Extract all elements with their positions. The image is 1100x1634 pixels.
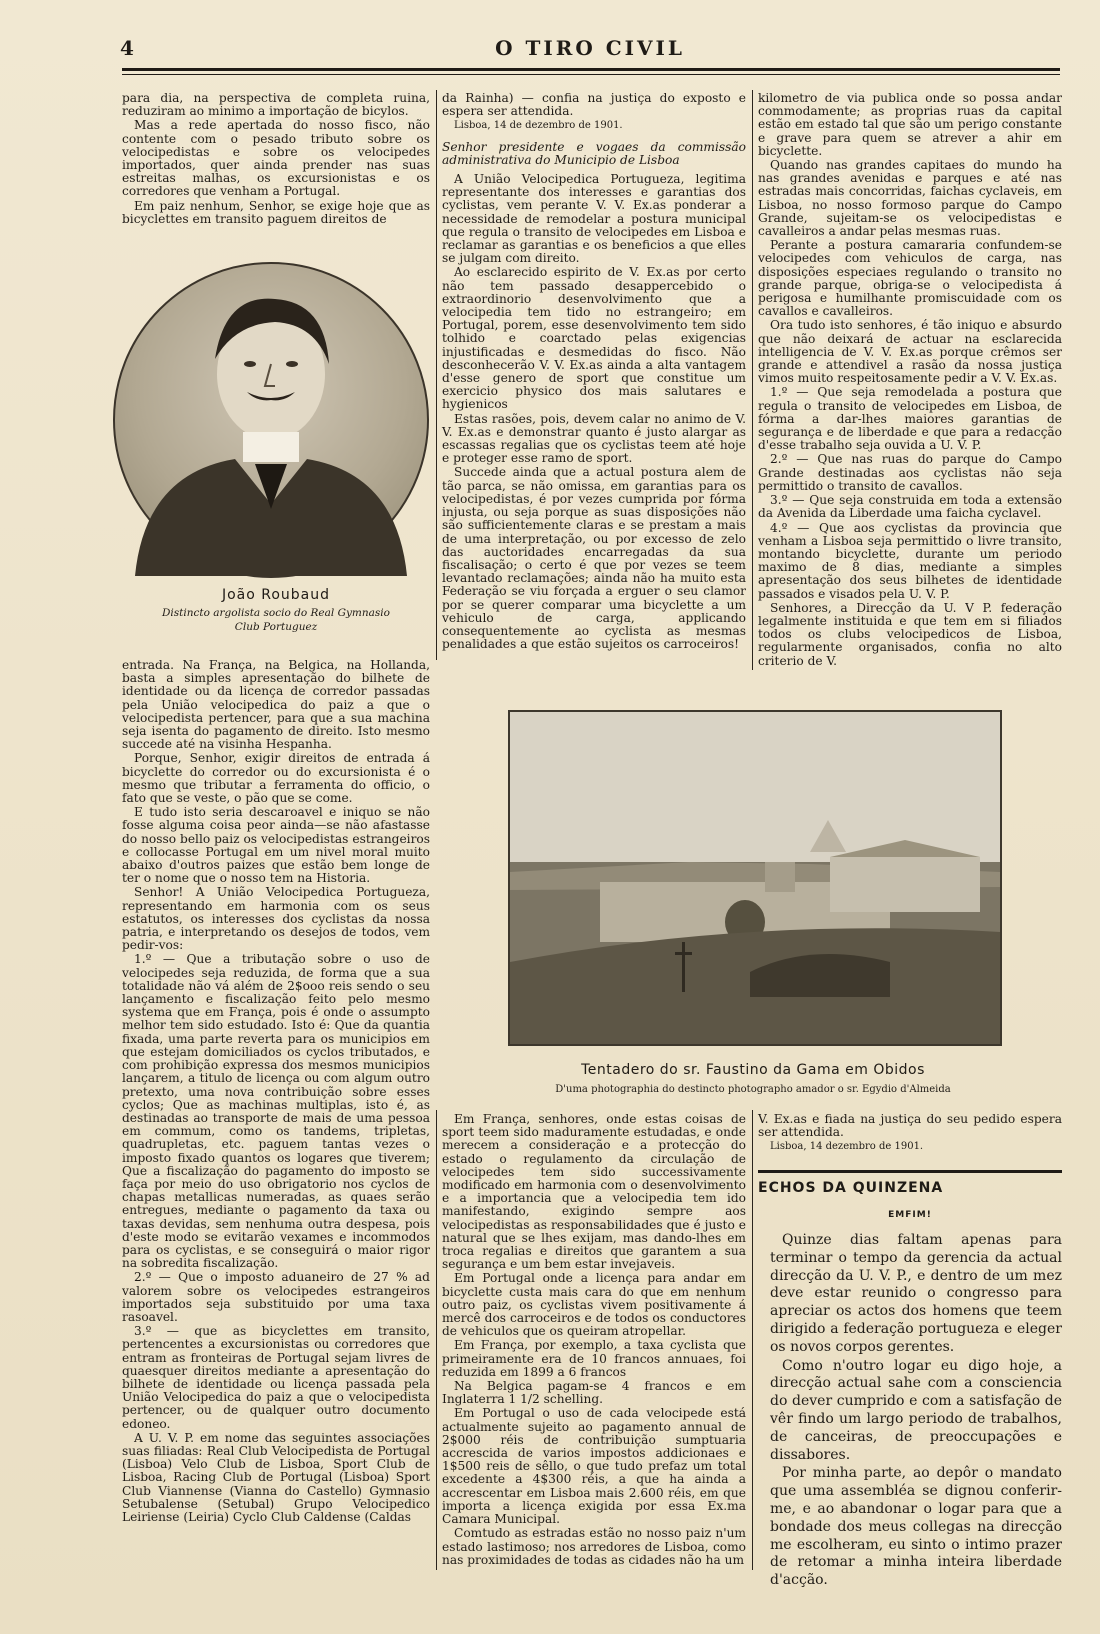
photo-caption: Tentadero do sr. Faustino da Gama em Obidos bbox=[581, 1062, 925, 1078]
paragraph: Por minha parte, ao depôr o mandato que uma assembléa se dignou conferir-me, e ao abandonar o logar para que a bondade dos meus collegas na direcção me escolheram, eu sinto o intimo prazer de retomar a minha inteira liberdade d'acção. bbox=[770, 1465, 1062, 1589]
paragraph: Comtudo as estradas estão no nosso paiz n'um estado lastimoso; nos arredores de Lisboa, como nas proximidades de todas as cidades não ha um bbox=[442, 1526, 746, 1567]
paragraph: Como n'outro logar eu digo hoje, a direcção actual sahe com a consciencia do dever cumprido e com a satisfação de vêr findo um largo periodo de trabalhos, de canceiras, de preoccupações e dissabores. bbox=[770, 1357, 1062, 1463]
column-2-top bbox=[442, 92, 746, 667]
paragraph: Na Belgica pagam-se 4 francos e em Inglaterra 1 1/2 schelling. bbox=[442, 1379, 746, 1407]
section-heading: ECHOS DA QUINZENA bbox=[758, 1180, 944, 1196]
portrait-caption bbox=[122, 606, 430, 634]
newspaper-title: O TIRO CIVIL bbox=[495, 36, 685, 60]
paragraph: Porque, Senhor, exigir direitos de entrada á bicyclette do corredor ou do excursionista é o mesmo que tributar a ferramenta do officio, o fato que se veste, o pão que se come. bbox=[122, 751, 430, 806]
paragraph: V. Ex.as e fiada na justiça do seu pedido espera ser attendida. bbox=[758, 1112, 1062, 1140]
paragraph: Senhor! A União Velocipedica Portugueza, representando em harmonia com os seus estatutos, os interesses dos cyclistas da nossa patria, e interpretando os desejos de todos, vem pedir-vos: bbox=[122, 885, 430, 953]
portrait-illustration bbox=[115, 264, 427, 576]
column-2-bottom bbox=[442, 1113, 746, 1568]
column-divider bbox=[436, 90, 437, 660]
landscape-illustration bbox=[510, 712, 1000, 1044]
portrait-caption-line2: Club Portuguez bbox=[234, 621, 318, 633]
paragraph: Ao esclarecido espirito de V. Ex.as por certo não tem passado desappercebido o extraordinorio desenvolvimento que a velocipedia tem tido no estrangeiro; em Portugal, porem, esse desenvolvimento tem sido tolhido e coarctado pelas exigencias injustificadas e desmedidas do fisco. Não desconhecerão V. V. Ex.as ainda a alta vantagem d'esse genero de sport que constitue um exercicio physico dos mais salutares e hygienicos bbox=[442, 265, 746, 412]
paragraph: 2.º — Que o imposto aduaneiro de 27 % ad valorem sobre os velocipedes estrangeiros importados seja substituido por uma taxa rasoavel. bbox=[122, 1270, 430, 1324]
portrait-caption-line1: Distincto argolista socio do Real Gymnasio bbox=[162, 607, 390, 619]
paragraph: Senhores, a Direcção da U. V P. federação legalmente instituida e que tem em si filiados todos os clubs velocipedicos de Lisboa, regularmente organisados, confia no alto criterio de V. bbox=[758, 600, 1062, 668]
paragraph: kilometro de via publica onde so possa andar commodamente; as proprias ruas da capital estão em estado tal que são um perigo constante e grave para quem se atrever a ahir em bicyclette. bbox=[758, 91, 1062, 158]
paragraph: para dia, na perspectiva de completa ruina, reduziram ao minimo a importação de bicylos. bbox=[122, 91, 430, 119]
paragraph: Succede ainda que a actual postura alem de tão parca, se não omissa, em garantias para os velocipedistas, é por vezes cumprida por fórma injusta, ou seja porque as suas disposições não são sufficientemente claras e se prestam a mais de uma interpretação, ou por excesso de zelo das auctoridades encarregadas da sua fiscalisação; o certo é que por vezes se teem levantado reclamações; ainda não ha muito esta Federação se viu forçada a erguer o seu clamor por se querer comparar uma bicyclette a um vehiculo de carga, applicando consequentemente ao cyclista as mesmas penalidades a que estão sujeitos os carroceiros! bbox=[442, 465, 746, 652]
page-number: 4 bbox=[120, 36, 134, 60]
column-3-top bbox=[758, 92, 1062, 672]
paragraph: Quinze dias faltam apenas para terminar o tempo da gerencia da actual direcção da U. V. P., e dentro de um mez deve estar reunido o congresso para apreciar os actos dos homens que teem dirigido a federação portugueza e eleger os novos corpos gerentes. bbox=[770, 1232, 1062, 1355]
paragraph: 2.º — Que nas ruas do parque do Campo Grande destinadas aos cyclistas não seja permittido o transito de cavallos. bbox=[758, 452, 1062, 493]
header-rule-bottom bbox=[122, 74, 1060, 75]
paragraph: Em paiz nenhum, Senhor, se exige hoje que as bicyclettes em transito paguem direitos de bbox=[122, 198, 430, 226]
paragraph: 4.º — Que aos cyclistas da provincia que venham a Lisboa seja permittido o livre transito, montando bicyclette, durante um periodo maximo de 8 dias, mediante a simples apresentação dos seus bilhetes de identidade passados e visados pela U. V. P. bbox=[758, 520, 1062, 601]
paragraph: Em França, senhores, onde estas coisas de sport teem sido maduramente estudadas, e onde merecem a consideração e a protecção do estado o regulamento da circulação de velocipedes tem sido successivamente modificado em harmonia com o desenvolvimento e a importancia que a velocipedia tem ido manifestando, exigindo sempre aos velocipedistas as responsabilidades que é justo e natural que se lhes exijam, mas dando-lhes em troca regalias e direitos que garantem a sua segurança e um bem estar invejaveis. bbox=[442, 1112, 746, 1272]
paragraph: Em Portugal onde a licença para andar em bicyclette custa mais cara do que em nenhum outro paiz, os cyclistas vivem positivamente á mercê dos carroceiros e de todos os conductores de vehiculos que os queiram atropellar. bbox=[442, 1271, 746, 1339]
paragraph: Ora tudo isto senhores, é tão iniquo e absurdo que não deixará de actuar na esclarecida intelligencia de V. V. Ex.as porque crêmos ser grande e attendivel a rasão da nossa justiça vimos muito respeitosamente pedir a V. V. Ex.as. bbox=[758, 318, 1062, 386]
subsection-heading: EMFIM! bbox=[888, 1210, 932, 1220]
paragraph: Em França, por exemplo, a taxa cyclista que primeiramente era de 10 francos annuaes, foi reduzida em 1899 a 6 francos bbox=[442, 1338, 746, 1379]
column-divider bbox=[752, 1110, 753, 1570]
portrait-photo bbox=[113, 262, 429, 578]
dateline: Lisboa, 14 dezembro de 1901. bbox=[770, 1141, 924, 1153]
paragraph: Mas a rede apertada do nosso fisco, não contente com o pesado tributo sobre os velocipedistas e sobre os velocipedes importados, quer ainda prender nas suas estreitas malhas, os excursionistas e os corredores que venham a Portugal. bbox=[122, 118, 430, 199]
paragraph: entrada. Na França, na Belgica, na Hollanda, basta a simples apresentação do bilhete de identidade ou da licença de corredor passadas pela União velocipedica do paiz a que o velocipedista pertencer, para que a sua machina seja isenta do pagamento de direito. Isto mesmo succede até na visinha Hespanha. bbox=[122, 658, 430, 752]
paragraph: Em Portugal o uso de cada velocipede está actualmente sujeito ao pagamento annual de 2$000 réis de contribuição sumptuaria accrescida de varios impostos addicionaes e 1$500 reis de sêllo, o que tudo prefaz um total excedente a 4$300 réis, a que ha ainda a accrescentar em Lisboa mais 2.600 réis, em que importa a licença exigida por essa Ex.ma Camara Municipal. bbox=[442, 1406, 746, 1527]
letter-address: Senhor presidente e vogaes da commissão administrativa do Municipio de Lisboa bbox=[442, 139, 746, 167]
landscape-photo bbox=[508, 710, 1002, 1046]
paragraph: Estas rasões, pois, devem calar no animo de V. V. Ex.as e demonstrar quanto é justo alargar as escassas regalias que os cyclistas teem até hoje e proteger esse ramo de sport. bbox=[442, 411, 746, 466]
echos-column bbox=[770, 1232, 1062, 1589]
paragraph: 3.º — que as bicyclettes em transito, pertencentes a excursionistas ou corredores que entram as fronteiras de Portugal sejam livres de quaesquer direitos mediante a apresentação do bilhete de identidade ou licença passada pela União Velocipedica do paiz a que o velocipedista pertencer, ou de qualquer outro documento edoneo. bbox=[122, 1324, 430, 1431]
paragraph: E tudo isto seria descaroavel e iniquo se não fosse alguma coisa peor ainda—se não afastasse do nosso bello paiz os velocipedistas estrangeiros e collocasse Portugal em um nivel moral muito abaixo d'outros paizes que estão bem longe de ter o nome que o nosso tem na Historia. bbox=[122, 805, 430, 886]
section-rule bbox=[758, 1170, 1062, 1173]
paragraph: Perante a postura camararia confundem-se velocipedes com vehiculos de carga, nas disposições especiaes regulando o transito no grande parque, obriga-se o velocipedista á perigosa e humilhante promiscuidade com os cavallos e cavalleiros. bbox=[758, 238, 1062, 319]
portrait-name: João Roubaud bbox=[221, 587, 331, 603]
column-divider bbox=[752, 90, 753, 670]
column-1-bottom bbox=[122, 659, 430, 1569]
paragraph: 1.º — Que a tributação sobre o uso de velocipedes seja reduzida, de forma que a sua totalidade não vá além de 2$ooo reis sendo o seu lançamento e fiscalização feito pelo mesmo systema que em França, pois é onde o assumpto melhor tem sido estudado. Isto é: Que da quantia fixada, uma parte reverta para os municipios em que estejam domiciliados os cyclos tributados, e com prohibição expressa dos mesmos municipios lançarem, a titulo de licença ou com algum outro pretexto, uma nova contribuição sobre esses cyclos; Que as machinas multiplas, isto é, as destinadas ao transporte de mais de uma pessoa em commum, como os tandems, tripletas, quadrupletas, etc. paguem tantas vezes o imposto fixado quantos os logares que tiverem; Que a fiscalização do pagamento do imposto se faça por meio do uso obrigatorio nos cyclos de chapas metallicas numeradas, as quaes serão entregues, mediante o pagamento da taxa ou taxas devidas, sem nenhuma outra despesa, pois d'este modo se evitarão vexames e incommodos para os cyclistas, e se conseguirá o maior rigor na sobredita fiscalização. bbox=[122, 952, 430, 1271]
photo-subcaption: D'uma photographia do destincto photographo amador o sr. Egydio d'Almeida bbox=[555, 1084, 951, 1095]
paragraph: Quando nas grandes capitaes do mundo ha nas grandes avenidas e parques e até nas estradas mais concorridas, faichas cyclaveis, em Lisboa, no nosso formoso parque do Campo Grande, sujeitam-se os velocipedistas e cavalleiros a andar pelas mesmas ruas. bbox=[758, 158, 1062, 239]
header-rule-top bbox=[122, 68, 1060, 71]
paragraph: A U. V. P. em nome das seguintes associações suas filiadas: Real Club Velocipedista de Portugal (Lisboa) Velo Club de Lisboa, Sport Club de Lisboa, Racing Club de Portugal (Lisboa) Sport Club Viannense (Vianna do Castello) Gymnasio Setubalense (Setubal) Grupo Velocipedico Leiriense (Leiria) Cyclo Club Caldense (Caldas bbox=[122, 1430, 430, 1524]
paragraph: 3.º — Que seja construida em toda a extensão da Avenida da Liberdade uma faicha cyclavel. bbox=[758, 493, 1062, 521]
paragraph: A União Velocipedica Portugueza, legitima representante dos interesses e garantias dos cyclistas, vem perante V. V. Ex.as ponderar a necessidade de remodelar a postura municipal que regula o transito de velocipedes em Lisboa e reclamar as garantias e os beneficios a que elles se julgam com direito. bbox=[442, 172, 746, 266]
paragraph: 1.º — Que seja remodelada a postura que regula o transito de velocipedes em Lisboa, de fórma a dar-lhes maiores garantias de segurança e de liberdade e que para a redacção d'esse trabalho seja ouvida a U. V. P. bbox=[758, 385, 1062, 453]
column-3-bottom-letter-end bbox=[758, 1113, 1062, 1173]
column-divider bbox=[436, 1110, 437, 1570]
dateline: Lisboa, 14 de dezembro de 1901. bbox=[454, 120, 623, 132]
column-1-top bbox=[122, 92, 430, 252]
paragraph: da Rainha) — confia na justiça do exposto e espera ser attendida. bbox=[442, 91, 746, 119]
